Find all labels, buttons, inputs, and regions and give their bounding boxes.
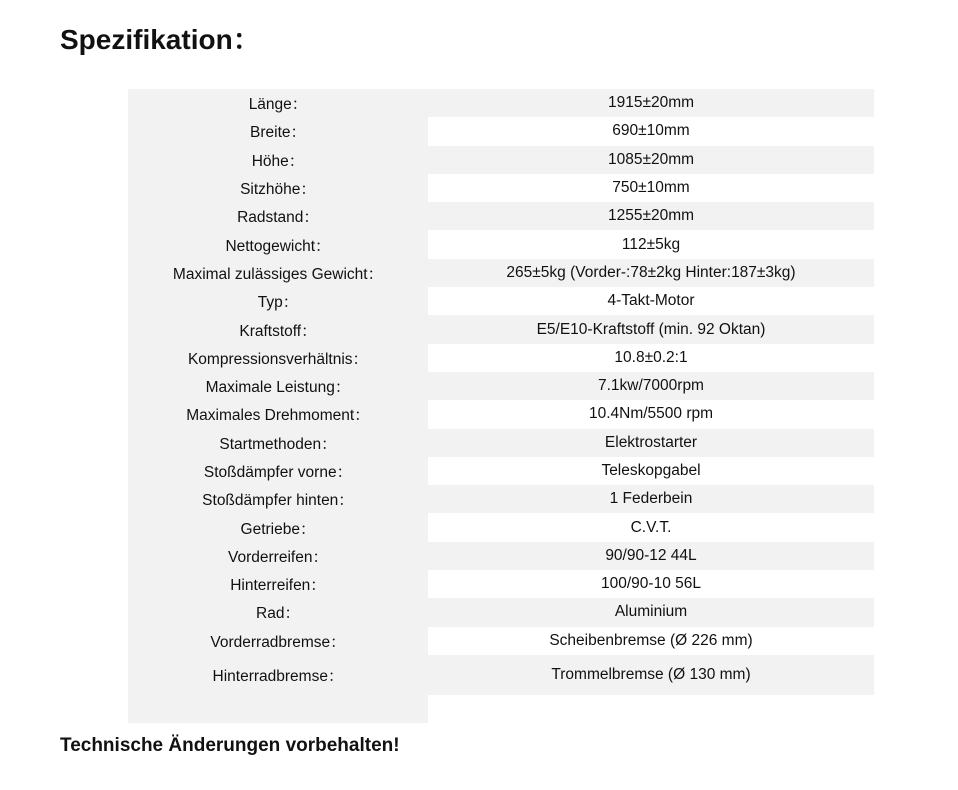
table-row <box>128 202 874 230</box>
table-row <box>128 542 874 570</box>
spec-value: 90/90-12 44L <box>428 542 874 570</box>
spec-label: Kraftstoff： <box>128 315 428 343</box>
spec-value: C.V.T. <box>428 513 874 541</box>
spec-label: Hinterreifen： <box>128 570 428 598</box>
spec-value: 1085±20mm <box>428 146 874 174</box>
table-row <box>128 627 874 655</box>
spec-label: Nettogewicht： <box>128 230 428 258</box>
filler-label-cell <box>128 695 428 723</box>
spec-label: Radstand： <box>128 202 428 230</box>
spec-label: Typ： <box>128 287 428 315</box>
table-row <box>128 400 874 428</box>
spec-value: 1 Federbein <box>428 485 874 513</box>
spec-table-body <box>128 89 874 723</box>
spec-label: Länge： <box>128 89 428 117</box>
table-row <box>128 117 874 145</box>
table-row <box>128 513 874 541</box>
spec-value: 1255±20mm <box>428 202 874 230</box>
table-row <box>128 89 874 117</box>
spec-label: Startmethoden： <box>128 429 428 457</box>
spec-label: Stoßdämpfer hinten： <box>128 485 428 513</box>
table-row <box>128 230 874 258</box>
spec-value: Teleskopgabel <box>428 457 874 485</box>
spec-value: Aluminium <box>428 598 874 626</box>
table-row <box>128 315 874 343</box>
spec-label: Getriebe： <box>128 513 428 541</box>
spec-label: Maximales Drehmoment： <box>128 400 428 428</box>
spec-value: 1915±20mm <box>428 89 874 117</box>
table-row <box>128 287 874 315</box>
spec-table <box>128 89 874 723</box>
table-row <box>128 146 874 174</box>
spec-label: Stoßdämpfer vorne： <box>128 457 428 485</box>
table-row <box>128 655 874 695</box>
spec-label: Maximal zulässiges Gewicht： <box>128 259 428 287</box>
spec-label: Sitzhöhe： <box>128 174 428 202</box>
table-row <box>128 485 874 513</box>
spec-label: Rad： <box>128 598 428 626</box>
filler-value-cell <box>428 695 874 723</box>
spec-value: 10.4Nm/5500 rpm <box>428 400 874 428</box>
spec-value: 4-Takt-Motor <box>428 287 874 315</box>
spec-label: Höhe： <box>128 146 428 174</box>
spec-label: Hinterradbremse： <box>128 655 428 695</box>
table-row <box>128 344 874 372</box>
table-row <box>128 429 874 457</box>
spec-value: E5/E10-Kraftstoff (min. 92 Oktan) <box>428 315 874 343</box>
table-row <box>128 174 874 202</box>
spec-value: Trommelbremse (Ø 130 mm) <box>428 655 874 695</box>
spec-label: Breite： <box>128 117 428 145</box>
spec-value: 10.8±0.2:1 <box>428 344 874 372</box>
spec-label: Vorderradbremse： <box>128 627 428 655</box>
spec-value: 750±10mm <box>428 174 874 202</box>
table-row <box>128 372 874 400</box>
table-row <box>128 598 874 626</box>
table-row <box>128 259 874 287</box>
spec-value: 7.1kw/7000rpm <box>428 372 874 400</box>
spec-value: 690±10mm <box>428 117 874 145</box>
table-row <box>128 457 874 485</box>
spec-label: Kompressionsverhältnis： <box>128 344 428 372</box>
spec-value: Elektrostarter <box>428 429 874 457</box>
page-title: Spezifikation： <box>60 24 261 55</box>
spec-value: 112±5kg <box>428 230 874 258</box>
spec-value: 265±5kg (Vorder-:78±2kg Hinter:187±3kg) <box>428 259 874 287</box>
spec-label: Vorderreifen： <box>128 542 428 570</box>
footer-note: Technische Änderungen vorbehalten! <box>60 735 400 756</box>
spec-value: Scheibenbremse (Ø 226 mm) <box>428 627 874 655</box>
spec-label: Maximale Leistung： <box>128 372 428 400</box>
spec-value: 100/90-10 56L <box>428 570 874 598</box>
table-filler-row <box>128 695 874 723</box>
table-row <box>128 570 874 598</box>
